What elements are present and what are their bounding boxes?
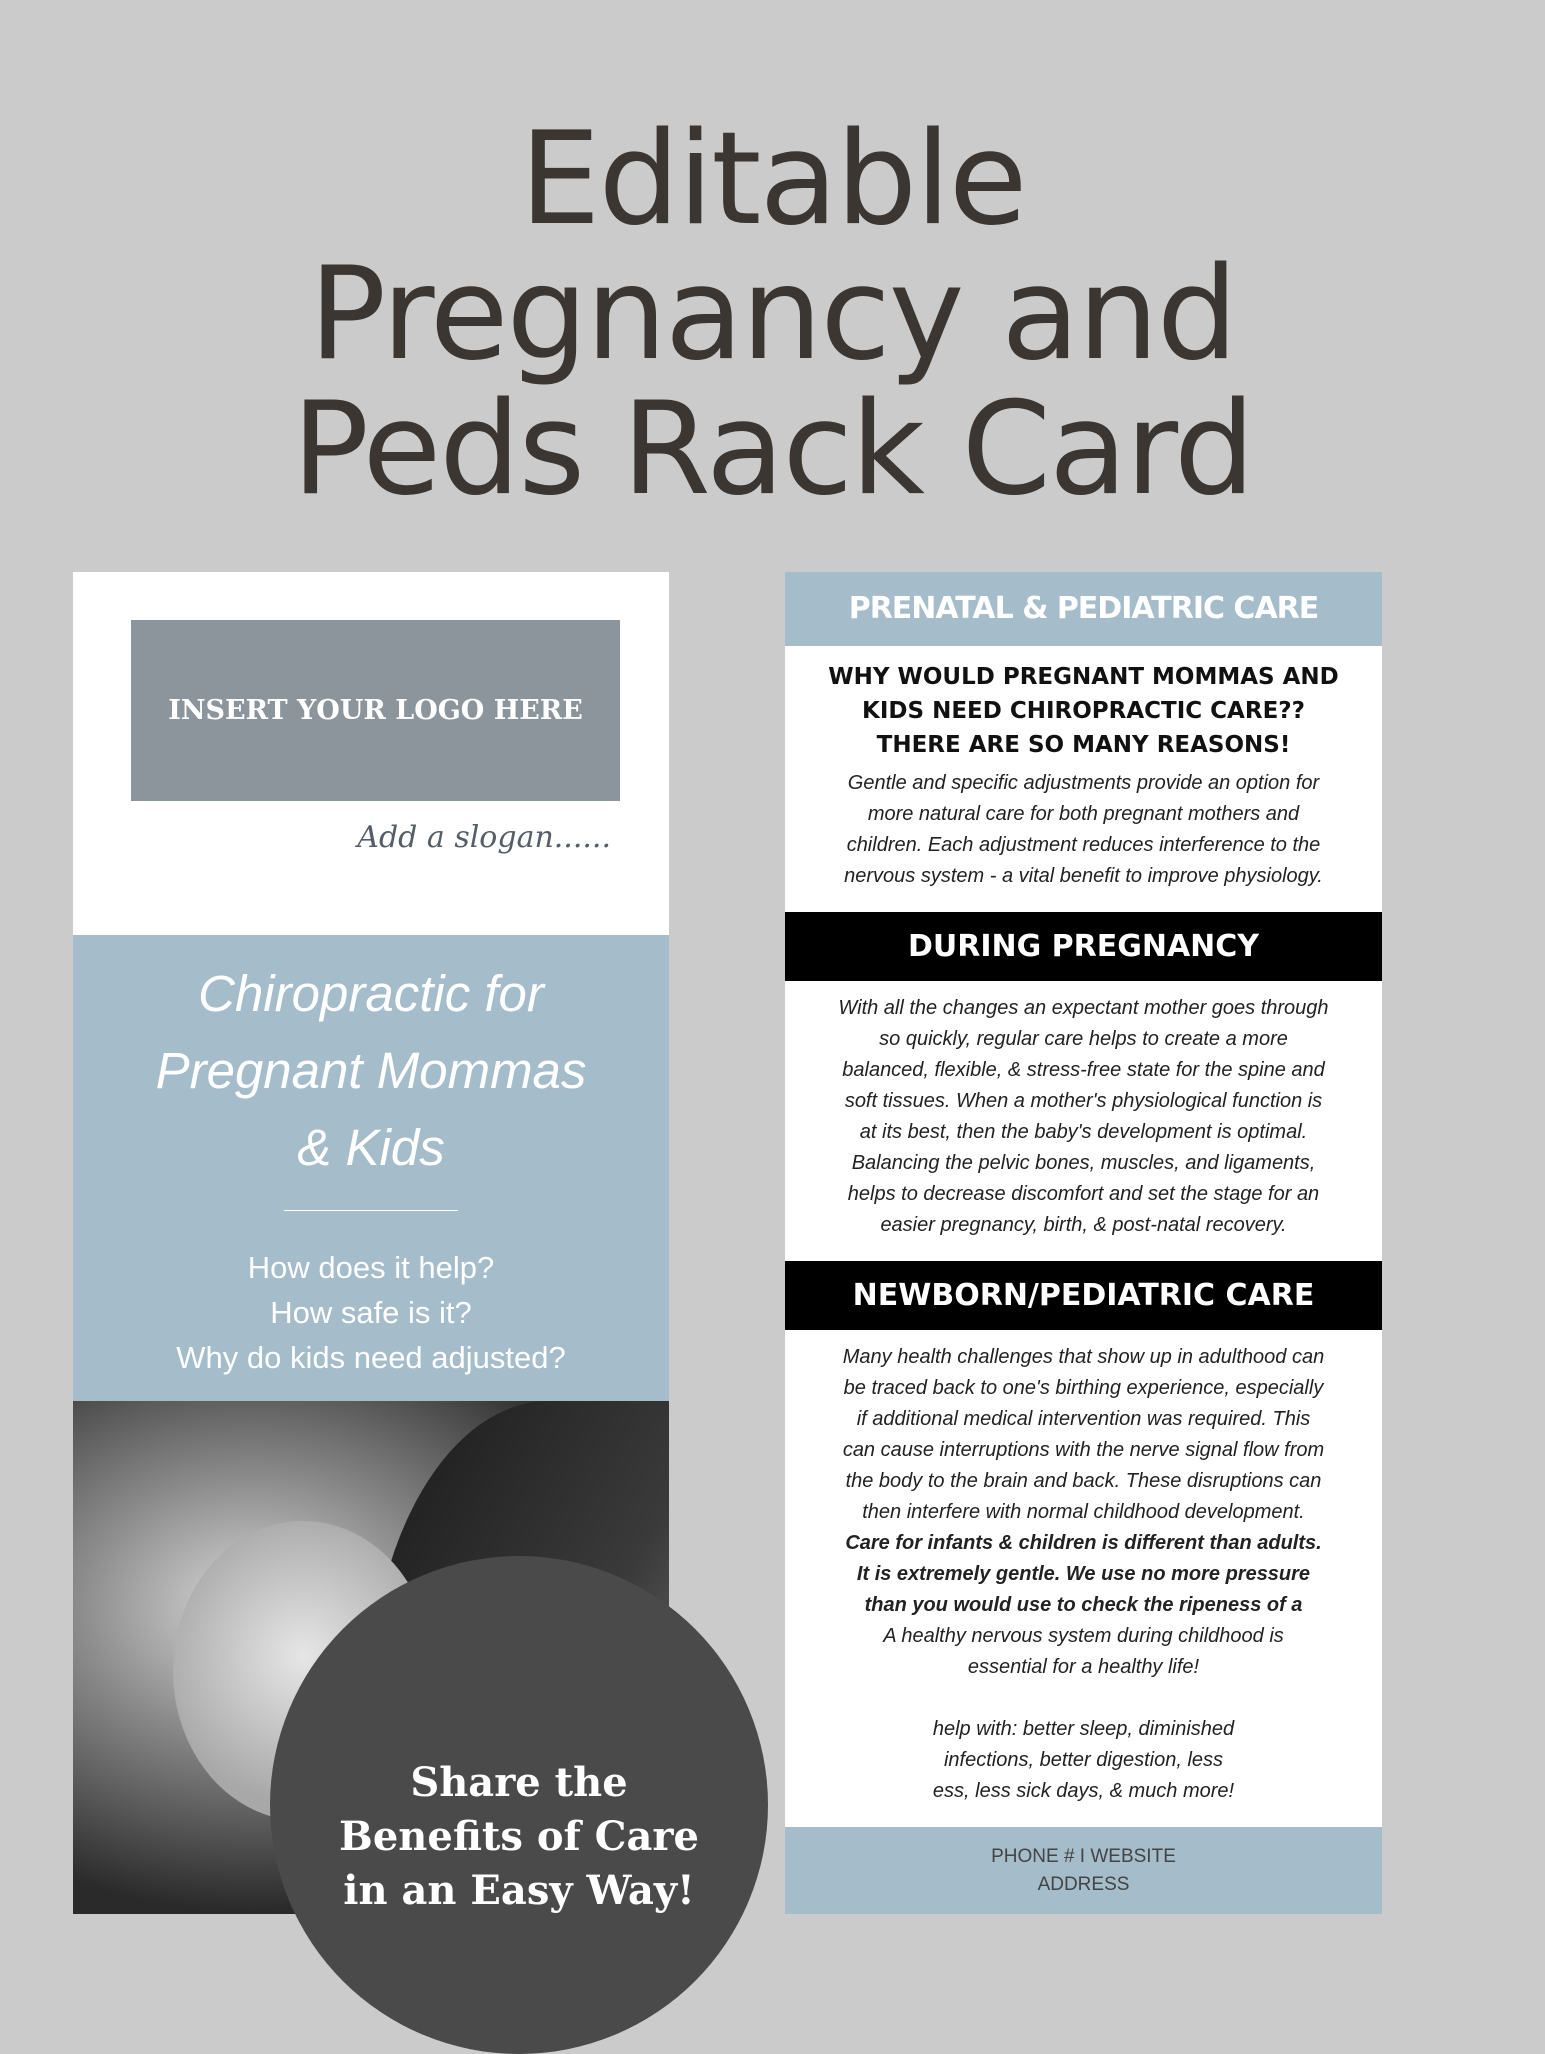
title-line: Pregnancy and [308,240,1237,389]
question: Why do kids need adjusted? [176,1340,566,1375]
headline-line: Chiropractic for [198,965,544,1022]
pediatric-bold-text: Care for infants & children is different than adults. It is extremely gentle. We use no more pressure than you would use to check the ripeness of a [845,1532,1322,1616]
page-title [0,105,1545,524]
headline [73,955,669,1186]
pediatric-text: Many health challenges that show up in adulthood can be traced back to one's birthing experience, especially if additional medical intervention was required. This can cause interruptions with the nerve signal flow from the body to the brain and back. These disruptions can then interfere with normal childhood development. [842,1346,1325,1523]
logo-placeholder: INSERT YOUR LOGO HERE [131,620,620,801]
badge-line: Share the [410,1759,628,1806]
title-line: Peds Rack Card [291,375,1254,524]
section-title-pediatric: NEWBORN/PEDIATRIC CARE [785,1261,1382,1330]
question-line: THERE ARE SO MANY REASONS! [876,732,1291,758]
divider [284,1210,458,1211]
headline-line: & Kids [297,1119,445,1176]
badge-line: in an Easy Way! [343,1867,695,1914]
card-header: PRENATAL & PEDIATRIC CARE [785,572,1382,646]
question: How does it help? [247,1250,495,1285]
pregnancy-text: With all the changes an expectant mother goes through so quickly, regular care helps to create a more balanced, flexible, & stress-free state for the spine and soft tissues. When a mother's physiological function is at its best, then the baby's development is optimal. Balancing the pelvic bones, muscles, and ligaments, helps to decrease discomfort and set the stage for an easier pregnancy, birth, & post-natal recovery. [838,997,1329,1236]
card-content [785,572,1382,1807]
title-line: Editable [519,105,1026,254]
badge-line: Benefits of Care [339,1813,699,1860]
headline-panel [73,935,669,1401]
contact-footer [785,1827,1382,1914]
question: How safe is it? [270,1295,472,1330]
question-list [73,1245,669,1380]
pediatric-benefits: help with: better sleep, diminished infections, better digestion, less ess, less sick days, & much more! [932,1718,1235,1802]
pediatric-text-2: A healthy nervous system during childhood is essential for a healthy life! [883,1625,1284,1678]
slogan: Add a slogan...... [357,820,611,855]
question-heading [785,660,1382,762]
promo-badge [270,1556,768,2054]
headline-line: Pregnant Mommas [155,1042,587,1099]
rack-card-back [785,572,1382,1914]
section-title-pregnancy: DURING PREGNANCY [785,912,1382,981]
intro-text: Gentle and specific adjustments provide an option for more natural care for both pregnant mothers and children. Each adjustment reduces interference to the nervous system - a vital benefit to improve physiology. [844,772,1323,887]
question-line: KIDS NEED CHIROPRACTIC CARE?? [862,698,1305,724]
question-line: WHY WOULD PREGNANT MOMMAS AND [828,664,1339,690]
contact-line: PHONE # I WEBSITE [991,1846,1176,1867]
contact-address: ADDRESS [1037,1874,1130,1895]
